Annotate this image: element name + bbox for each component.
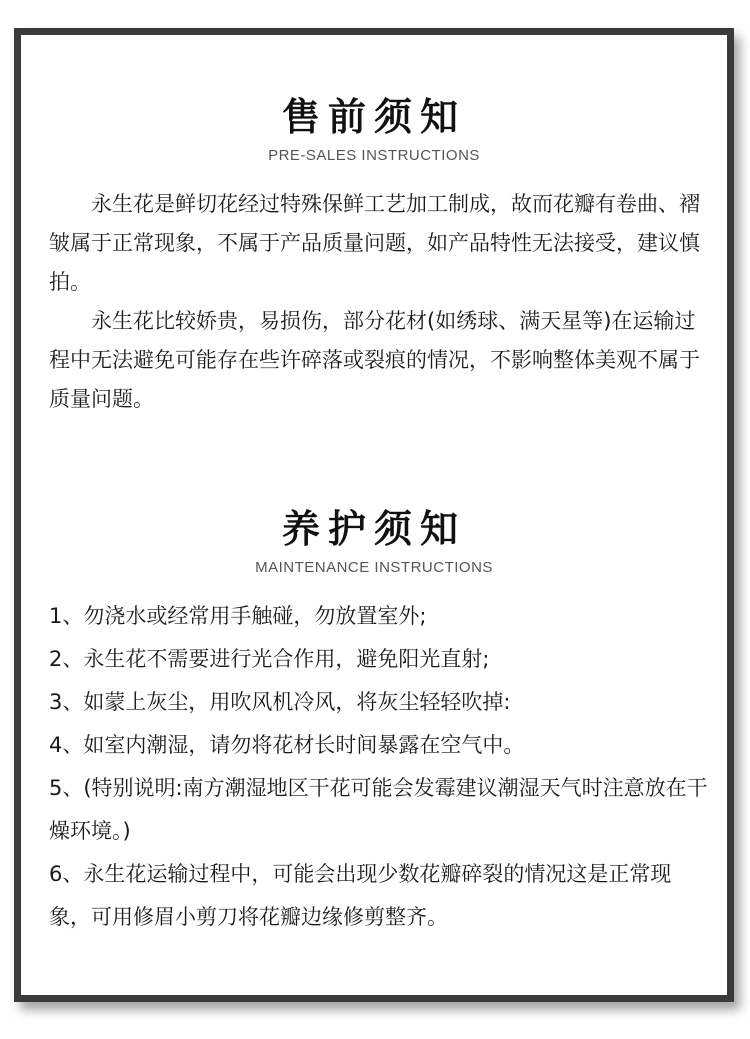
maintenance-title: 养护须知 <box>281 506 466 551</box>
presales-title: 售前须知 <box>281 94 466 139</box>
list-item: 3、如蒙上灰尘，用吹风机冷风，将灰尘轻轻吹掉: <box>49 690 511 714</box>
maintenance-subtitle: MAINTENANCE INSTRUCTIONS <box>255 559 493 576</box>
notice-card <box>14 28 734 1002</box>
list-item: 6、永生花运输过程中，可能会出现少数花瓣碎裂的情况这是正常现象，可用修眉小剪刀将花瓣边缘修剪整齐。 <box>49 862 672 929</box>
presales-body <box>49 185 705 419</box>
list-item: 5、(特别说明:南方潮湿地区干花可能会发霉建议潮湿天气时注意放在干燥环境。) <box>49 776 708 843</box>
maintenance-list <box>49 595 713 939</box>
presales-paragraph: 永生花比较娇贵，易损伤，部分花材(如绣球、满天星等)在运输过程中无法避免可能存在些许碎落或裂痕的情况，不影响整体美观不属于质量问题。 <box>49 309 700 411</box>
list-item: 2、永生花不需要进行光合作用，避免阳光直射; <box>49 647 490 671</box>
list-item: 4、如室内潮湿，请勿将花材长时间暴露在空气中。 <box>49 733 525 757</box>
presales-subtitle: PRE-SALES INSTRUCTIONS <box>268 147 480 164</box>
list-item: 1、勿浇水或经常用手触碰，勿放置室外; <box>49 604 427 628</box>
presales-paragraph: 永生花是鲜切花经过特殊保鲜工艺加工制成，故而花瓣有卷曲、褶皱属于正常现象，不属于产品质量问题，如产品特性无法接受，建议慎拍。 <box>49 192 700 294</box>
